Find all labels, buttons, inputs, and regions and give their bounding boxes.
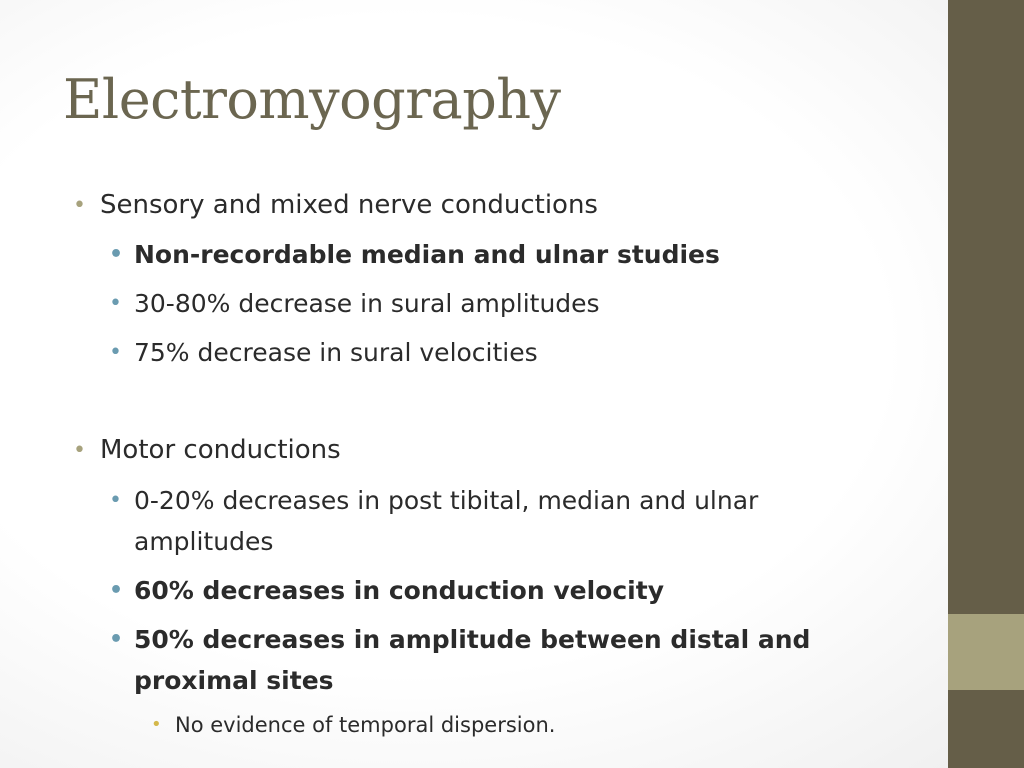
bullet-text: No evidence of temporal dispersion. <box>175 713 556 737</box>
bullet-sensory-3 <box>109 332 834 373</box>
bullet-motor-2 <box>109 570 834 611</box>
bullet-marker: • <box>109 291 122 316</box>
bullet-text: 0-20% decreases in post tibital, median and ulnar amplitudes <box>134 486 759 556</box>
bullet-motor-1 <box>109 480 834 562</box>
slide-title: Electromyography <box>63 68 561 131</box>
bullet-text: Non-recordable median and ulnar studies <box>134 240 720 269</box>
bullet-marker: • <box>73 438 86 463</box>
bullet-text: Motor conductions <box>100 435 341 465</box>
bullet-marker: • <box>109 242 124 267</box>
bullet-text: Sensory and mixed nerve conductions <box>100 190 598 220</box>
bullet-sensory-2 <box>109 283 834 324</box>
bullet-text: 30-80% decrease in sural amplitudes <box>134 289 600 318</box>
bullet-sensory <box>73 185 920 226</box>
bullet-marker: • <box>109 627 124 652</box>
bullet-text: 75% decrease in sural velocities <box>134 338 538 367</box>
bullet-marker: • <box>109 488 122 513</box>
sidebar-accent-block <box>948 614 1024 690</box>
bullet-text: 50% decreases in amplitude between distal and proximal sites <box>134 625 811 695</box>
bullet-motor <box>73 430 920 471</box>
bullet-marker: • <box>109 340 122 365</box>
bullet-marker: • <box>151 714 162 735</box>
bullet-text: 60% decreases in conduction velocity <box>134 576 664 605</box>
bullet-motor-3-1 <box>151 707 875 743</box>
bullet-marker: • <box>73 193 86 218</box>
bullet-motor-3 <box>109 619 834 701</box>
bullet-marker: • <box>109 578 124 603</box>
bullet-sensory-1 <box>109 234 834 275</box>
